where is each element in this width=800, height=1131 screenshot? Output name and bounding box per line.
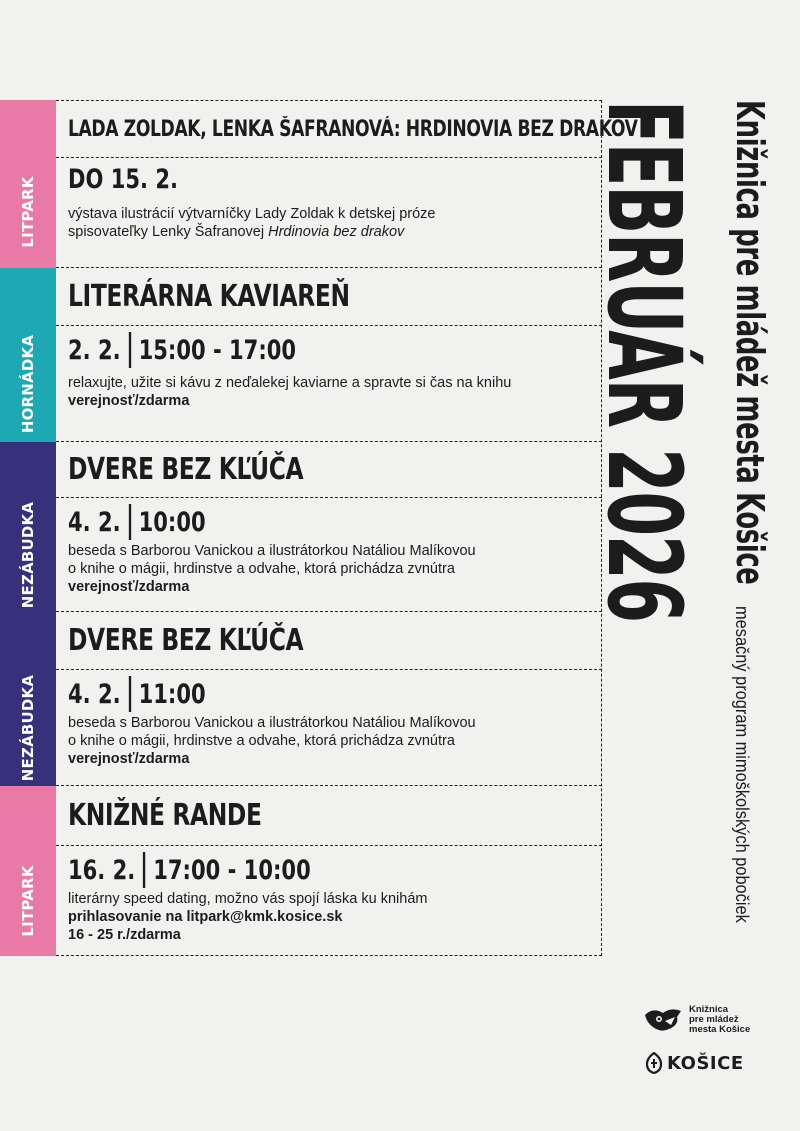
event-2-when [68, 504, 485, 540]
events-list [0, 100, 638, 956]
event-3-branch-band [0, 670, 56, 786]
event-2-note-1: verejnosť/zdarma [68, 579, 190, 595]
event-4-date: 16. 2. [68, 854, 136, 886]
event-1-separator [128, 332, 130, 368]
event-4-body [56, 846, 602, 956]
event-1-branch: HORNÁDKA [19, 334, 37, 434]
event-2-title: DVERE BEZ KĽÚČA [68, 452, 304, 487]
event-0-desc-line-2-text: spisovateľky Lenky Šafranovej [68, 224, 269, 240]
event-3-time: 11:00 [138, 678, 206, 710]
event-2-color-block [0, 442, 56, 498]
event-0-title: LADA ZOLDAK, LENKA ŠAFRANOVÁ: HRDINOVIA BEZ DRAKOV [68, 116, 638, 142]
event-1-when [68, 332, 485, 368]
event-1-note-1: verejnosť/zdarma [68, 393, 190, 409]
event-0-when-text: DO 15. 2. [68, 164, 179, 195]
event-2-time: 10:00 [138, 506, 206, 538]
event-4-desc-line-1: literárny speed dating, možno vás spojí láska ku knihám [68, 891, 428, 907]
library-name: Knižnica pre mládež mesta Košice [728, 100, 772, 585]
event-2 [0, 442, 602, 612]
event-2-title-row [56, 442, 602, 498]
event-3-note-1: verejnosť/zdarma [68, 751, 190, 767]
subtitle: mesačný program mimoškolských pobočiek [732, 606, 752, 923]
event-0-body [56, 158, 602, 268]
event-3-when [68, 676, 485, 712]
event-1-color-block [0, 268, 56, 326]
event-4-when [68, 852, 485, 888]
event-4-description [68, 890, 602, 908]
event-2-separator [128, 504, 130, 540]
event-1 [0, 268, 602, 442]
event-4-title: KNIŽNÉ RANDE [68, 798, 262, 833]
event-4-time: 17:00 - 10:00 [153, 854, 311, 886]
event-3-date: 4. 2. [68, 678, 121, 710]
event-2-branch-band [0, 498, 56, 612]
bird-book-icon [643, 1005, 683, 1035]
event-1-date: 2. 2. [68, 334, 121, 366]
event-4-note-2: 16 - 25 r./zdarma [68, 927, 181, 943]
event-1-branch-band [0, 326, 56, 442]
event-0-description [68, 205, 602, 241]
event-3 [0, 612, 602, 786]
event-1-body [56, 326, 602, 442]
event-0-title-row [56, 100, 638, 158]
event-3-color-block [0, 612, 56, 670]
event-2-date: 4. 2. [68, 506, 121, 538]
event-0-branch: LITPARK [19, 176, 37, 248]
event-1-time: 15:00 - 17:00 [138, 334, 297, 366]
event-3-desc-line-2: o knihe o mágii, hrdinstve a odvahe, ktorá prichádza zvnútra [68, 733, 455, 749]
event-4-title-row [56, 786, 602, 846]
library-logo-line-3: mesta Košice [689, 1024, 751, 1035]
library-logo-line-2: pre mládež [689, 1014, 739, 1025]
event-0-desc-line-2 [68, 223, 602, 241]
event-2-description [68, 542, 602, 578]
event-4-note-1: prihlasovanie na litpark@kmk.kosice.sk [68, 909, 343, 925]
event-3-description [68, 714, 602, 750]
event-0-book-title: Hrdinovia bez drakov [268, 224, 405, 240]
event-1-title: LITERÁRNA KAVIAREŇ [68, 279, 350, 314]
library-logo [643, 1005, 750, 1035]
library-logo-text [689, 1005, 750, 1035]
event-0-when [68, 164, 485, 195]
city-logo [645, 1052, 744, 1074]
event-3-body [56, 670, 602, 786]
event-3-desc-line-1: beseda s Barborou Vanickou a ilustrátorkou Natáliou Malíkovou [68, 715, 476, 731]
event-0-color-block [0, 100, 56, 156]
event-3-branch: NEZÁBUDKA [19, 674, 37, 782]
month-title: FEBRUÁR 2026 [584, 100, 703, 622]
event-2-desc-line-2: o knihe o mágii, hrdinstve a odvahe, ktorá prichádza zvnútra [68, 561, 455, 577]
event-4 [0, 786, 602, 956]
event-4-branch: LITPARK [19, 865, 37, 937]
event-4-color-block [0, 786, 56, 846]
event-0-desc-line-1: výstava ilustrácií výtvarníčky Lady Zoldak k detskej próze [68, 206, 436, 222]
library-logo-line-1: Knižnica [689, 1004, 729, 1015]
event-1-title-row [56, 268, 602, 326]
city-emblem-icon [645, 1052, 663, 1074]
event-3-title-row [56, 612, 602, 670]
event-3-separator [128, 676, 130, 712]
event-3-title: DVERE BEZ KĽÚČA [68, 623, 304, 658]
event-0 [0, 100, 638, 268]
event-4-separator [143, 852, 145, 888]
event-2-desc-line-1: beseda s Barborou Vanickou a ilustrátorkou Natáliou Malíkovou [68, 543, 476, 559]
event-1-desc-line-1: relaxujte, užite si kávu z neďalekej kaviarne a spravte si čas na knihu [68, 375, 512, 391]
event-1-description [68, 374, 602, 392]
event-2-branch: NEZÁBUDKA [19, 501, 37, 609]
event-2-body [56, 498, 602, 612]
city-logo-text: KOŠICE [667, 1052, 744, 1074]
event-4-branch-band [0, 846, 56, 956]
event-0-branch-band [0, 156, 56, 268]
